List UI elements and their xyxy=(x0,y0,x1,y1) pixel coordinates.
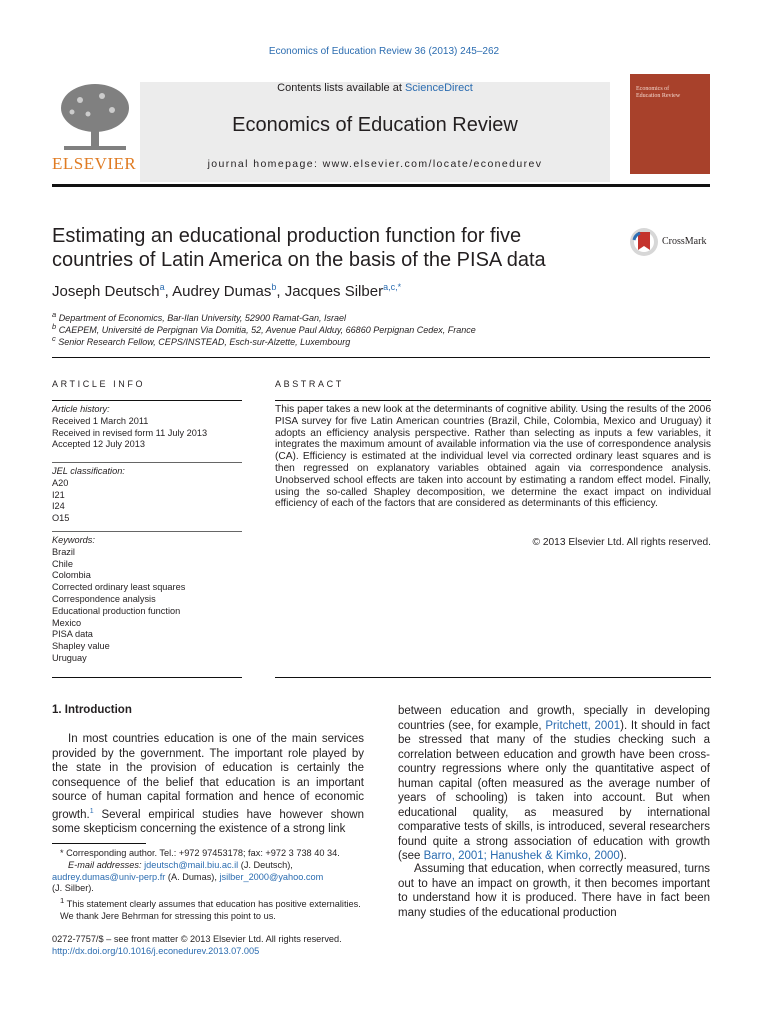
intro-paragraph: Assuming that education, when correctly measured, turns out to have an impact on growth, it then becomes important to understand how it is produced. There have in fact been many studies of the educational production xyxy=(398,863,710,919)
affil-mark: c xyxy=(52,334,56,343)
keywords-label: Keywords: xyxy=(52,535,95,545)
author-separator: , xyxy=(276,283,285,300)
article-history xyxy=(52,404,242,451)
author-affil-mark[interactable]: a xyxy=(159,282,165,292)
email-line xyxy=(52,872,366,884)
affiliation xyxy=(52,334,350,347)
author-separator: , xyxy=(164,283,173,300)
jel-code: I24 xyxy=(52,501,65,512)
keyword: Correspondence analysis xyxy=(52,593,156,604)
email-owner: (J. Deutsch), xyxy=(238,859,293,870)
crossmark-label: CrossMark xyxy=(662,236,707,247)
intro-text: In most countries education is one of the main services provided by the government. The important role played by the state in the provision of education is certainly the consequence of the belief that education is an important source of human capital formation and hence of economic growth. xyxy=(52,733,364,821)
journal-title: Economics of Education Review xyxy=(232,114,518,136)
footnote-rule xyxy=(52,843,146,844)
jel-code: A20 xyxy=(52,477,69,488)
keyword: Mexico xyxy=(52,617,82,628)
intro-text: ). It should in fact be stressed that many of the studies checking such a correlation between education and growth have been cross-country regressions where only the quantitative aspect of human capital (often measured as the average number of years of schooling) is taken into account. But when educational quality, as measured by international comparative tests of skills, is introduced, several researchers found quite a strong association of education with growth (see xyxy=(398,719,710,862)
affil-text: CAEPEM, Université de Perpignan Via Domitia, 52, Avenue Paul Alduy, 66860 Perpignan Cedex, France xyxy=(58,325,476,335)
title-line-2: countries of Latin America on the basis of the PISA data xyxy=(52,249,546,271)
intro-paragraph xyxy=(52,732,364,836)
info-rule xyxy=(52,400,242,401)
intro-text: Several empirical studies have however shown some skepticism concerning the existence of a strong link xyxy=(52,808,364,835)
keyword: Chile xyxy=(52,558,73,569)
keyword: PISA data xyxy=(52,629,93,640)
footnote-mark: * xyxy=(60,848,64,858)
history-item: Received in revised form 11 July 2013 xyxy=(52,427,208,438)
email-owner: (J. Silber). xyxy=(52,883,94,894)
citation-link[interactable]: Pritchett, 2001 xyxy=(545,719,621,732)
crossmark-icon xyxy=(628,226,662,258)
abstract-copyright: © 2013 Elsevier Ltd. All rights reserved. xyxy=(532,537,711,548)
cover-title: Economics of Education Review xyxy=(636,86,681,99)
affil-mark: b xyxy=(52,322,57,331)
email-line xyxy=(52,860,366,872)
jel-code: I21 xyxy=(52,489,65,500)
footnote-ref[interactable]: 1 xyxy=(89,807,94,815)
corresponding-author-note xyxy=(52,848,366,860)
title-line-1: Estimating an educational production function for five xyxy=(52,225,522,247)
jel-code: O15 xyxy=(52,513,70,524)
author-affil-mark[interactable]: a,c,* xyxy=(383,282,402,292)
intro-text: ). xyxy=(619,850,627,862)
section-heading: 1. Introduction xyxy=(52,704,132,716)
article-info-heading: ARTICLE INFO xyxy=(52,379,146,389)
email-owner: (A. Dumas), xyxy=(165,871,220,882)
footnote-1 xyxy=(52,895,366,923)
author[interactable]: Joseph Deutsch xyxy=(52,283,160,300)
info-rule xyxy=(52,462,242,463)
footnote-text: This statement clearly assumes that education has positive externalities. We thank Jere Behrman for stressing this point to us. xyxy=(60,899,361,922)
contents-line xyxy=(140,82,610,94)
sciencedirect-link[interactable]: ScienceDirect xyxy=(404,82,473,94)
footnote-text: Corresponding author. Tel.: +972 97453178; fax: +972 3 738 40 34. xyxy=(63,848,340,858)
footnotes xyxy=(52,848,366,923)
jel-classification xyxy=(52,466,242,525)
intro-text: between education and growth, specially in developing countries (see, for example, xyxy=(398,705,710,732)
header-rule xyxy=(52,184,710,187)
abstract-rule xyxy=(275,677,711,678)
keyword: Corrected ordinary least squares xyxy=(52,582,186,593)
crossmark-badge[interactable] xyxy=(628,226,712,258)
keyword: Brazil xyxy=(52,546,75,557)
history-label: Article history: xyxy=(52,404,110,414)
contents-prefix: Contents lists available at xyxy=(277,82,405,94)
abstract-heading: ABSTRACT xyxy=(275,379,344,389)
affil-rule xyxy=(52,357,710,358)
journal-homepage[interactable]: journal homepage: www.elsevier.com/locate/econedurev xyxy=(207,158,543,170)
journal-cover xyxy=(630,74,710,174)
elsevier-logo xyxy=(50,80,140,176)
info-rule xyxy=(52,677,242,678)
abstract-rule xyxy=(275,400,711,401)
keyword: Colombia xyxy=(52,570,91,581)
email-link[interactable]: jsilber_2000@yahoo.com xyxy=(219,871,324,882)
author-affil-mark[interactable]: b xyxy=(271,282,277,292)
keyword: Educational production function xyxy=(52,605,181,616)
affil-text: Department of Economics, Bar-Ilan University, 52900 Ramat-Gan, Israel xyxy=(58,313,346,323)
history-item: Received 1 March 2011 xyxy=(52,415,149,426)
issn-line: 0272-7757/$ – see front matter © 2013 Elsevier Ltd. All rights reserved. xyxy=(52,934,342,944)
elsevier-wordmark: ELSEVIER xyxy=(52,154,137,173)
intro-paragraph xyxy=(398,704,710,864)
email-line xyxy=(52,883,366,895)
article-title xyxy=(52,224,612,272)
info-rule xyxy=(52,531,242,532)
keyword: Uruguay xyxy=(52,652,87,663)
keywords xyxy=(52,535,242,665)
jel-label: JEL classification: xyxy=(52,466,125,476)
abstract-text: This paper takes a new look at the determinants of cognitive ability. Using the results of the 2006 PISA survey for five Latin American countries (Brazil, Chile, Colombia, Mexico and Uruguay) it adopts an efficiency analysis perspective. Rather than selecting as inputs a few variables, it integrates the maximum amount of available information via the use of correspondence analysis (CA). Efficiency is estimated at the individual level via corrected ordinary least squares and is then regressed on explanatory variables obtained again via correspondence analysis. Unobserved school effects are taken into account by estimating a random effect model. Finally, using the so-called Shapley decomposition, we determine the exact impact on individual efficiency of each of the factors that are considered as determinants of this efficiency. xyxy=(275,404,711,510)
email-link[interactable]: jdeutsch@mail.biu.ac.il xyxy=(144,859,239,870)
keyword: Shapley value xyxy=(52,641,110,652)
author[interactable]: Jacques Silber xyxy=(284,283,384,300)
affil-mark: a xyxy=(52,310,57,319)
history-item: Accepted 12 July 2013 xyxy=(52,439,145,450)
citation-link[interactable]: Barro, 2001; Hanushek & Kimko, 2000 xyxy=(423,850,620,862)
footnote-mark: 1 xyxy=(60,896,65,906)
author-list xyxy=(52,282,401,300)
journal-reference[interactable]: Economics of Education Review 36 (2013) 245–262 xyxy=(268,46,500,57)
email-label: E-mail addresses: xyxy=(68,859,145,870)
email-link[interactable]: audrey.dumas@univ-perp.fr xyxy=(52,871,166,882)
doi-link[interactable]: http://dx.doi.org/10.1016/j.econedurev.2013.07.005 xyxy=(52,946,260,956)
affil-text: Senior Research Fellow, CEPS/INSTEAD, Esch-sur-Alzette, Luxembourg xyxy=(58,337,351,347)
author[interactable]: Audrey Dumas xyxy=(172,283,272,300)
